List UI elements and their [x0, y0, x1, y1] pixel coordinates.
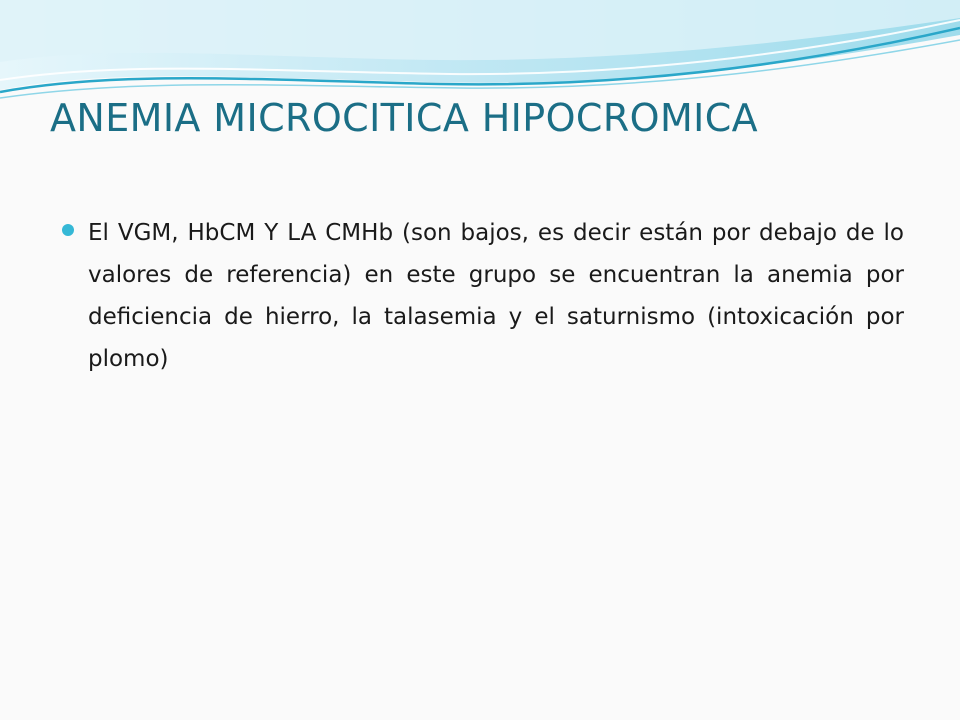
bullet-text: El VGM, HbCM Y LA CMHb (son bajos, es decir están por debajo de lo valores de referencia) en este grupo se encuentran la anemia por deficiencia de hierro, la talasemia y el saturnismo (intoxicación por plomo)	[88, 220, 904, 372]
slide-title: ANEMIA MICROCITICA HIPOCROMICA	[50, 96, 759, 140]
bullet-dot-icon	[62, 224, 74, 236]
header-wave-decoration	[0, 0, 960, 110]
bullet-list	[62, 212, 904, 380]
bullet-item	[62, 212, 904, 380]
